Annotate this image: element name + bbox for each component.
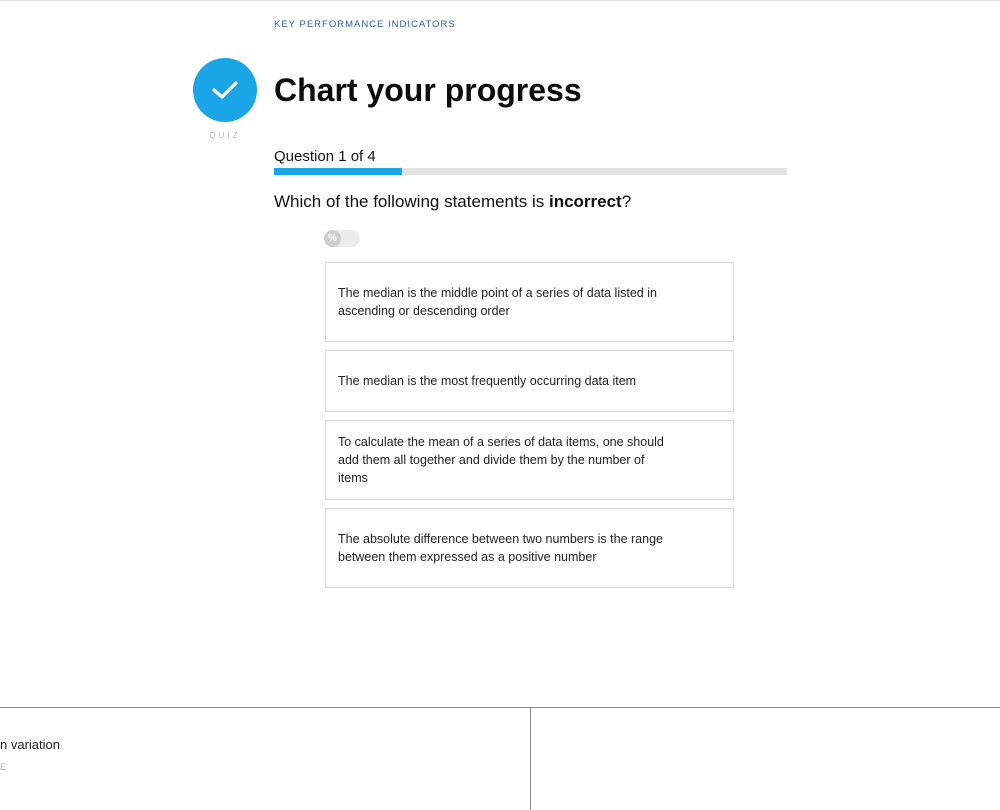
progress-label: Question 1 of 4 bbox=[274, 148, 376, 165]
quiz-label: QUIZ bbox=[209, 131, 241, 140]
quiz-badge bbox=[193, 58, 257, 122]
answer-option-4[interactable] bbox=[325, 508, 734, 588]
checkmark-icon bbox=[210, 78, 240, 102]
percent-icon: % bbox=[324, 230, 341, 247]
top-divider bbox=[0, 0, 1000, 1]
progress-bar bbox=[274, 168, 787, 175]
section-eyebrow: KEY PERFORMANCE INDICATORS bbox=[274, 19, 456, 30]
progress-fill bbox=[274, 168, 402, 175]
answer-option-text: The absolute difference between two numbers is the range between them expressed as a positive number bbox=[338, 532, 663, 564]
answer-option-text: The median is the most frequently occurring data item bbox=[338, 374, 637, 388]
question-prefix: Which of the following statements is bbox=[274, 192, 549, 211]
question-text bbox=[274, 192, 631, 212]
footer-divider bbox=[0, 707, 1000, 708]
answer-option-2[interactable] bbox=[325, 350, 734, 412]
question-emphasis: incorrect bbox=[548, 192, 622, 211]
answer-option-1[interactable] bbox=[325, 262, 734, 342]
answer-option-3[interactable] bbox=[325, 420, 734, 500]
footer-column-divider bbox=[530, 708, 531, 810]
percent-toggle[interactable] bbox=[324, 230, 360, 247]
footer-nav-sub: E bbox=[0, 762, 7, 772]
answer-option-text: To calculate the mean of a series of data items, one should add them all together and divide them by the number of items bbox=[338, 435, 664, 485]
page-title: Chart your progress bbox=[274, 72, 582, 108]
question-suffix: ? bbox=[621, 192, 632, 211]
answer-option-text: The median is the middle point of a series of data listed in ascending or descending order bbox=[338, 286, 657, 318]
footer-nav-title[interactable]: n variation bbox=[0, 737, 60, 752]
